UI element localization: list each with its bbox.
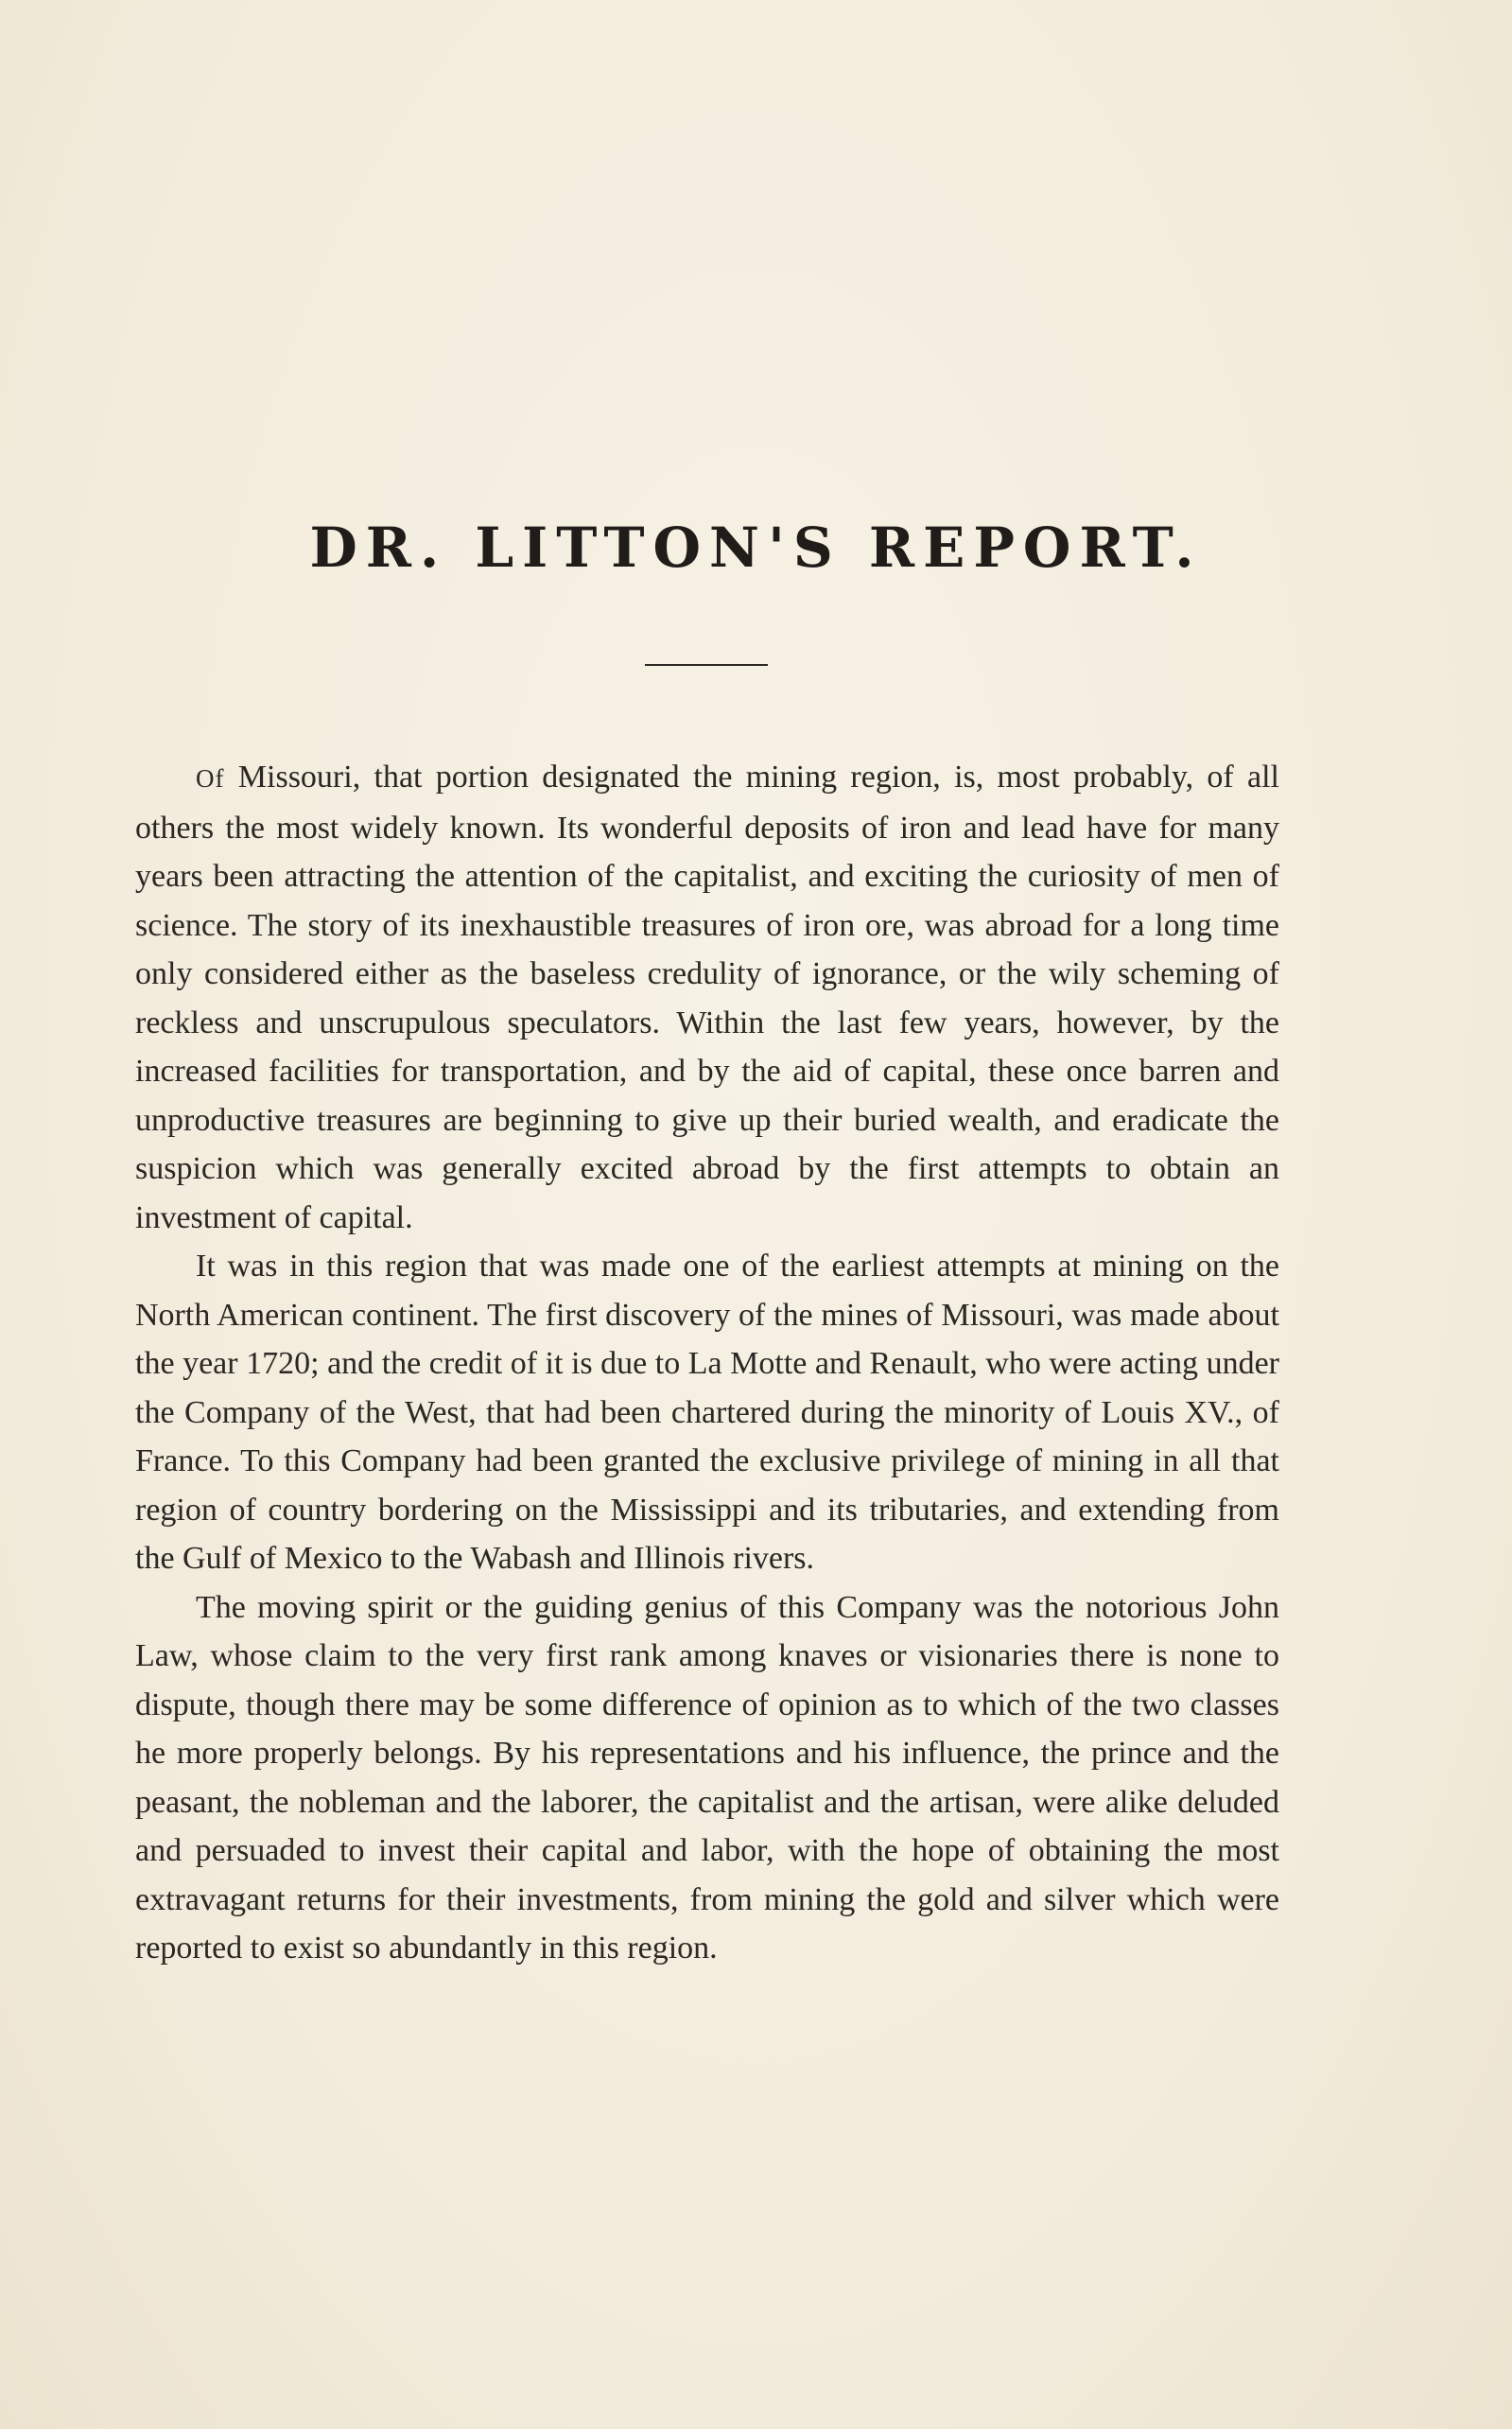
paragraph-1 [135,753,1279,1242]
report-title: DR. LITTON'S REPORT. [309,516,1203,580]
paragraph-lead-caps: Of [196,764,225,793]
paragraph-text: Missouri, that portion designated the mining region, is, most probably, of all others the most widely known. Its wonderful deposits of iron and lead have for many years been attracting the attention of the capitalist, and exciting the curiosity of men of science. The story of its inexhaustible treasures of iron ore, was abroad for a long time only considered either as the baseless credulity of ignorance, or the wily scheming of reckless and unscrupulous speculators. Within the last few years, however, by the increased facilities for transportation, and by the aid of capital, these once barren and unproductive treasures are beginning to give up their buried wealth, and eradicate the suspicion which was generally excited abroad by the first attempts to obtain an investment of capital. [135,760,1279,1235]
paragraph-3: The moving spirit or the guiding genius of this Company was the notorious John Law, whose claim to the very first rank among knaves or visionaries there is none to dispute, though there may be some difference of opinion as to which of the two classes he more properly belongs. By his representations and his influence, the prince and the peasant, the nobleman and the laborer, the capitalist and the artisan, were alike deluded and persuaded to invest their capital and labor, with the hope of obtaining the most extravagant returns for their investments, from mining the gold and silver which were reported to exist so abundantly in this region. [135,1589,1279,1966]
title-divider [645,664,768,666]
report-body [135,753,1279,1973]
paragraph-2: It was in this region that was made one of the earliest attempts at mining on the North American continent. The first discovery of the mines of Missouri, was made about the year 1720; and the credit of it is due to La Motte and Renault, who were acting under the Company of the West, that had been chartered during the minority of Louis XV., of France. To this Company had been granted the exclusive privilege of mining in all that region of country bordering on the Mississippi and its tributaries, and extending from the Gulf of Mexico to the Wabash and Illinois rivers. [135,1249,1279,1576]
